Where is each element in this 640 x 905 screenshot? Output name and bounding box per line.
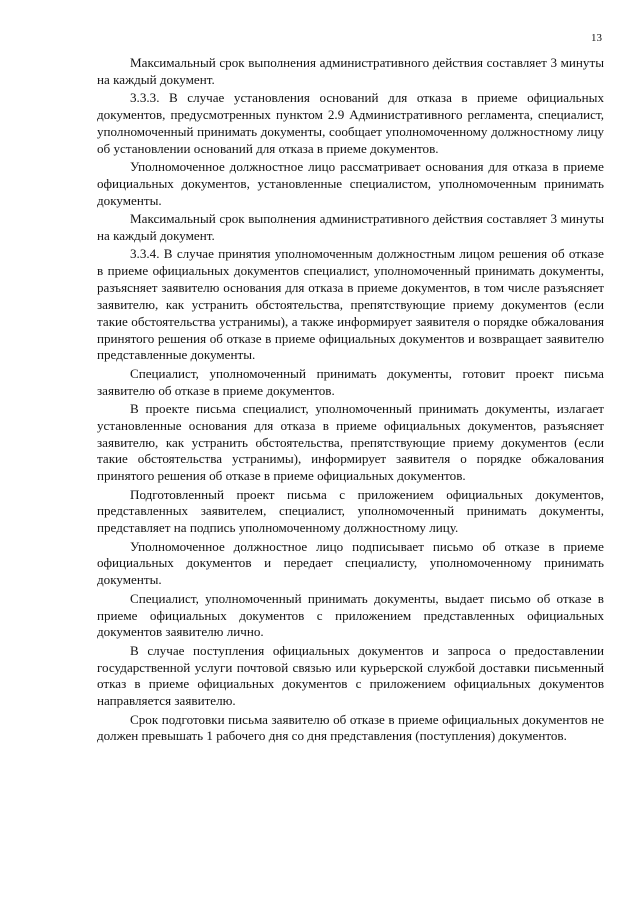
paragraph-postal-delivery: В случае поступления официальных документов и запроса о предоставлении государственной услуги почтовой связью или курьерской службой доставки письменный отказ в приеме официальных документов с приложением официальных документов направляется заявителю. (97, 642, 604, 709)
document-body (97, 55, 604, 747)
paragraph-signing: Уполномоченное должностное лицо подписывает письмо об отказе в приеме официальных документов и передает специалисту, уполномоченному принимать документы. (97, 538, 604, 588)
paragraph-personal-delivery: Специалист, уполномоченный принимать документы, выдает письмо об отказе в приеме официальных документов с приложением представленных официальных документов заявителю лично. (97, 590, 604, 640)
paragraph-3-3-4: 3.3.4. В случае принятия уполномоченным должностным лицом решения об отказе в приеме официальных документов специалист, уполномоченный принимать документы, разъясняет заявителю основания для отказа в приеме документов, в том числе разъясняет заявителю, как устранить обстоятельства, препятствующие приему документов (если такие обстоятельства устранимы), а также информирует заявителя о порядке обжалования принятого решения об отказе в приеме официальных документов и возвращает заявителю представленные документы. (97, 246, 604, 363)
paragraph-3-3-3: 3.3.3. В случае установления оснований для отказа в приеме официальных документов, предусмотренных пунктом 2.9 Административного регламента, специалист, уполномоченный принимать документы, сообщает уполномоченному должностному лицу об установлении оснований для отказа в приеме документов. (97, 90, 604, 156)
paragraph-max-time-1: Максимальный срок выполнения административного действия составляет 3 минуты на каждый документ. (97, 55, 604, 87)
paragraph-submit-for-signature: Подготовленный проект письма с приложением официальных документов, представленных заявителем, специалист, уполномоченный принимать документы, представляет на подпись уполномоченному должностному лицу. (97, 486, 604, 536)
paragraph-max-time-2: Максимальный срок выполнения административного действия составляет 3 минуты на каждый документ. (97, 211, 604, 243)
page-number: 13 (591, 32, 602, 44)
paragraph-letter-contents: В проекте письма специалист, уполномоченный принимать документы, излагает установленные основания для отказа в приеме официальных документов, разъясняет заявителю, как устранить обстоятельства, препятствующие приему документов (если такие обстоятельства устранимы), информирует заявителя о порядке обжалования принятого решения об отказе в приеме официальных документов. (97, 400, 604, 484)
paragraph-official-review: Уполномоченное должностное лицо рассматривает основания для отказа в приеме официальных документов, установленные специалистом, уполномоченным принимать документы. (97, 159, 604, 208)
paragraph-deadline: Срок подготовки письма заявителю об отказе в приеме официальных документов не должен превышать 1 рабочего дня со дня представления (поступления) документов. (97, 711, 604, 744)
paragraph-draft-letter: Специалист, уполномоченный принимать документы, готовит проект письма заявителю об отказе в приеме документов. (97, 365, 604, 398)
